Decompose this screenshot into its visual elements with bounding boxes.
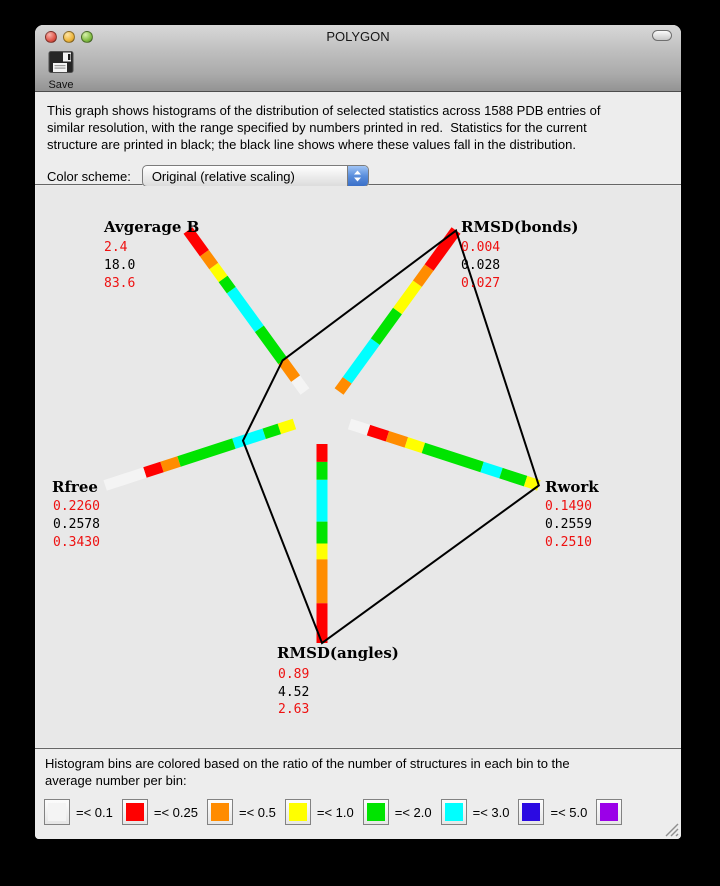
titlebar[interactable] — [35, 25, 681, 47]
legend-section — [35, 748, 681, 839]
histogram-bar-segment — [417, 268, 429, 284]
legend-text: average number per bin: — [45, 773, 187, 788]
color-scheme-value: Original (relative scaling) — [151, 169, 295, 184]
color-scheme-label: Color scheme: — [47, 168, 131, 184]
axis-max-value: 0.3430 — [53, 535, 100, 550]
axis-min-value: 2.4 — [104, 240, 128, 255]
legend-bin-swatch — [285, 799, 311, 825]
legend-bin-swatch — [596, 799, 622, 825]
histogram-bar-segment — [387, 436, 406, 442]
axis-current-value: 0.2559 — [545, 517, 592, 532]
color-scheme-row — [47, 165, 369, 187]
legend-bin-label: =< 1.0 — [316, 804, 354, 820]
save-button[interactable] — [43, 51, 79, 89]
axis-min-value: 0.004 — [461, 240, 501, 255]
histogram-bar-segment — [279, 424, 294, 429]
legend-bin — [285, 799, 354, 825]
save-button-label: Save — [48, 79, 74, 91]
histogram-bar-segment — [423, 448, 482, 467]
legend-text: Histogram bins are colored based on the ratio of the number of structures in each bin to the — [45, 756, 570, 771]
resize-grip[interactable] — [662, 820, 679, 837]
histogram-bar-segment — [369, 430, 388, 436]
legend-bin-label: =< 0.1 — [76, 804, 113, 820]
histogram-bar-segment — [179, 444, 234, 462]
axis-min-value: 0.89 — [278, 667, 310, 682]
chevron-up-down-icon — [347, 166, 368, 186]
histogram-bar-segment — [162, 461, 179, 467]
legend-bin — [363, 799, 432, 825]
legend-bins-row — [44, 799, 631, 825]
legend-bin — [207, 799, 276, 825]
legend-bin — [441, 799, 510, 825]
legend-bin — [596, 799, 622, 825]
toolbar-toggle-button[interactable] — [652, 30, 672, 41]
axis-min-value: 0.2260 — [53, 499, 100, 514]
axis-label: Avgerage B — [104, 218, 200, 236]
legend-bin-swatch — [122, 799, 148, 825]
legend-bin-label: =< 3.0 — [472, 804, 510, 820]
axis-max-value: 0.027 — [461, 276, 501, 291]
axis-current-value: 18.0 — [104, 258, 136, 273]
axis-label: RMSD(bonds) — [461, 218, 579, 236]
legend-bin-swatch — [363, 799, 389, 825]
histogram-bar-segment — [347, 342, 375, 381]
legend-bin-swatch — [44, 799, 70, 825]
axis-label: Rwork — [545, 478, 599, 496]
description-text: This graph shows histograms of the distribution of selected statistics across 1588 PDB entries of — [47, 103, 601, 118]
histogram-bar-segment — [283, 361, 296, 379]
axis-max-value: 83.6 — [104, 276, 136, 291]
histogram-bar-segment — [145, 467, 162, 473]
axis-bar — [188, 231, 305, 392]
legend-bin-label: =< 0.5 — [238, 804, 276, 820]
histogram-bar-segment — [501, 473, 526, 481]
axis-label: Rfree — [52, 478, 98, 496]
axis-max-value: 0.2510 — [545, 535, 592, 550]
legend-bin — [44, 799, 113, 825]
legend-bin — [122, 799, 198, 825]
axis-bar — [339, 231, 456, 392]
polygon-window — [35, 25, 681, 839]
axis-current-value: 0.028 — [461, 258, 501, 273]
histogram-bar-segment — [406, 442, 423, 448]
histogram-bar-segment — [231, 290, 259, 329]
save-floppy-icon — [48, 51, 74, 73]
legend-bin-label: =< 2.0 — [394, 804, 432, 820]
histogram-bar-segment — [259, 329, 282, 361]
window-chrome — [35, 25, 681, 92]
histogram-bar-segment — [375, 311, 397, 342]
axis-max-value: 2.63 — [278, 702, 310, 717]
polygon-chart — [36, 186, 680, 747]
histogram-bar-segment — [204, 253, 213, 266]
histogram-bar-segment — [264, 429, 279, 434]
color-scheme-select[interactable] — [142, 165, 369, 187]
legend-bin-label: =< 0.25 — [153, 804, 198, 820]
description-text: structure are printed in black; the black line shows where these values fall in the distribution. — [47, 137, 576, 152]
legend-bin-swatch — [518, 799, 544, 825]
window-title: POLYGON — [326, 29, 390, 44]
legend-bin-swatch — [441, 799, 467, 825]
histogram-bar-segment — [234, 434, 264, 444]
axis-current-value: 4.52 — [278, 685, 310, 700]
description-text: similar resolution, with the range specified by numbers printed in red. Statistics for the current — [47, 120, 587, 135]
histogram-bar-segment — [105, 473, 145, 486]
axis-min-value: 0.1490 — [545, 499, 592, 514]
axis-bar — [350, 424, 539, 485]
histogram-bar-segment — [482, 467, 501, 473]
histogram-bar-segment — [296, 379, 305, 392]
axis-bar — [105, 424, 294, 485]
histogram-bar-segment — [398, 284, 418, 311]
histogram-bar-segment — [429, 231, 456, 268]
legend-bin-label: =< 5.0 — [550, 804, 588, 820]
histogram-bar-segment — [214, 266, 223, 279]
legend-bin-swatch — [207, 799, 233, 825]
histogram-bar-segment — [350, 424, 369, 430]
histogram-bar-segment — [223, 279, 231, 290]
legend-bin — [518, 799, 587, 825]
histogram-bar-segment — [339, 380, 347, 391]
axis-current-value: 0.2578 — [53, 517, 100, 532]
axis-label: RMSD(angles) — [277, 644, 399, 662]
